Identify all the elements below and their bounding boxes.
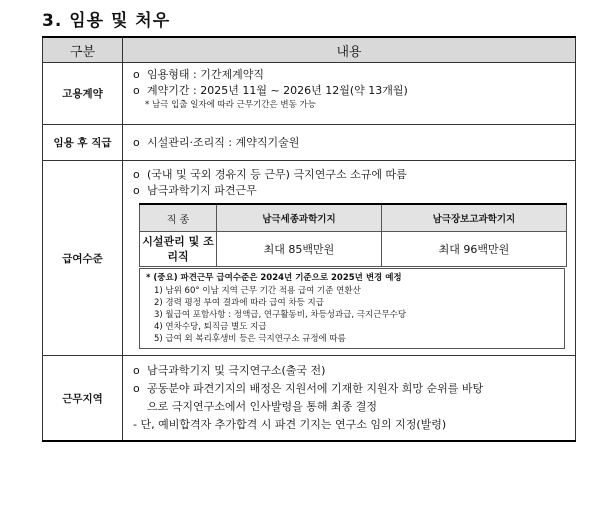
salary-note-item: 4) 연차수당, 퇴직금 별도 지급 xyxy=(154,322,267,332)
employment-note: * 남극 입출 일자에 따라 근무기간은 변동 가능 xyxy=(145,100,316,110)
location-row xyxy=(43,356,576,442)
header-content: 내용 xyxy=(123,37,576,63)
location-line: o 남극과학기지 및 극지연구소(출국 전) xyxy=(133,362,567,380)
salary-note-item: 2) 경력 평정 부여 결과에 따라 급여 차등 지급 xyxy=(154,298,324,308)
salary-dispatch-line: o 남극과학기지 파견근무 xyxy=(133,184,257,197)
subtable-row-label: 시설관리 및 조리직 xyxy=(140,232,217,267)
salary-note-item: 5) 급여 외 복리후생비 등은 극지연구소 규정에 따름 xyxy=(154,334,346,344)
bullet-icon: o xyxy=(133,184,140,197)
bullet-icon: o xyxy=(133,364,140,377)
salary-label: 급여수준 xyxy=(43,161,123,356)
position-row xyxy=(43,125,576,161)
position-content xyxy=(123,125,576,161)
location-assignment-line: o 공동분야 파견기지의 배정은 지원서에 기재한 지원자 희망 순위를 바탕 xyxy=(133,380,567,398)
salary-content xyxy=(123,161,576,356)
subtable-header-job: 직 종 xyxy=(140,204,217,232)
sejong-salary-value: 최대 85백만원 xyxy=(217,232,382,267)
recruitment-terms-table xyxy=(42,36,576,442)
bullet-icon: o xyxy=(133,68,140,81)
position-label: 임용 후 직급 xyxy=(43,125,123,161)
table-header-row xyxy=(43,37,576,63)
subtable-header-row xyxy=(140,204,567,232)
employment-row xyxy=(43,63,576,125)
location-content xyxy=(123,356,576,442)
salary-subtable xyxy=(139,203,567,267)
jangbogo-salary-value: 최대 96백만원 xyxy=(381,232,566,267)
salary-note-item: 1) 남위 60° 이남 지역 근무 기간 적용 급여 기준 연환산 xyxy=(154,286,361,296)
salary-row xyxy=(43,161,576,356)
employment-type-line: o 임용형태 : 기간제계약직 xyxy=(133,68,264,81)
employment-content xyxy=(123,63,576,125)
position-line: o 시설관리·조리직 : 계약직기술원 xyxy=(133,135,300,149)
subtable-header-sejong: 남극세종과학기지 xyxy=(217,204,382,232)
subtable-row xyxy=(140,232,567,267)
bullet-icon: o xyxy=(133,382,140,395)
bullet-icon: o xyxy=(133,135,140,149)
subtable-header-jangbogo: 남극장보고과학기지 xyxy=(381,204,566,232)
salary-note-item: 3) 월급여 포함사항 : 정액급, 연구활동비, 차등성과급, 극지근무수당 xyxy=(154,310,407,320)
employment-label: 고용계약 xyxy=(43,63,123,125)
bullet-icon: o xyxy=(133,84,140,97)
section-title: 3. 임용 및 처우 xyxy=(42,11,171,31)
location-assignment-continuation: 으로 극지연구소에서 인사발령을 통해 최종 결정 xyxy=(147,400,378,413)
salary-note-box xyxy=(139,268,565,349)
bullet-icon: o xyxy=(133,168,140,181)
salary-domestic-line: o (국내 및 국외 경유지 등 근무) 극지연구소 소규에 따름 xyxy=(133,168,407,181)
header-category: 구분 xyxy=(43,37,123,63)
location-label: 근무지역 xyxy=(43,356,123,442)
salary-note-title: * (중요) 파견근무 급여수준은 2024년 기준으로 2025년 변경 예정 xyxy=(146,273,402,283)
contract-period-line: o 계약기간 : 2025년 11월 ~ 2026년 12월(약 13개월) xyxy=(133,84,408,97)
location-dash-note: - 단, 예비합격자 추가합격 시 파견 기지는 연구소 임의 지정(발령) xyxy=(133,418,447,431)
